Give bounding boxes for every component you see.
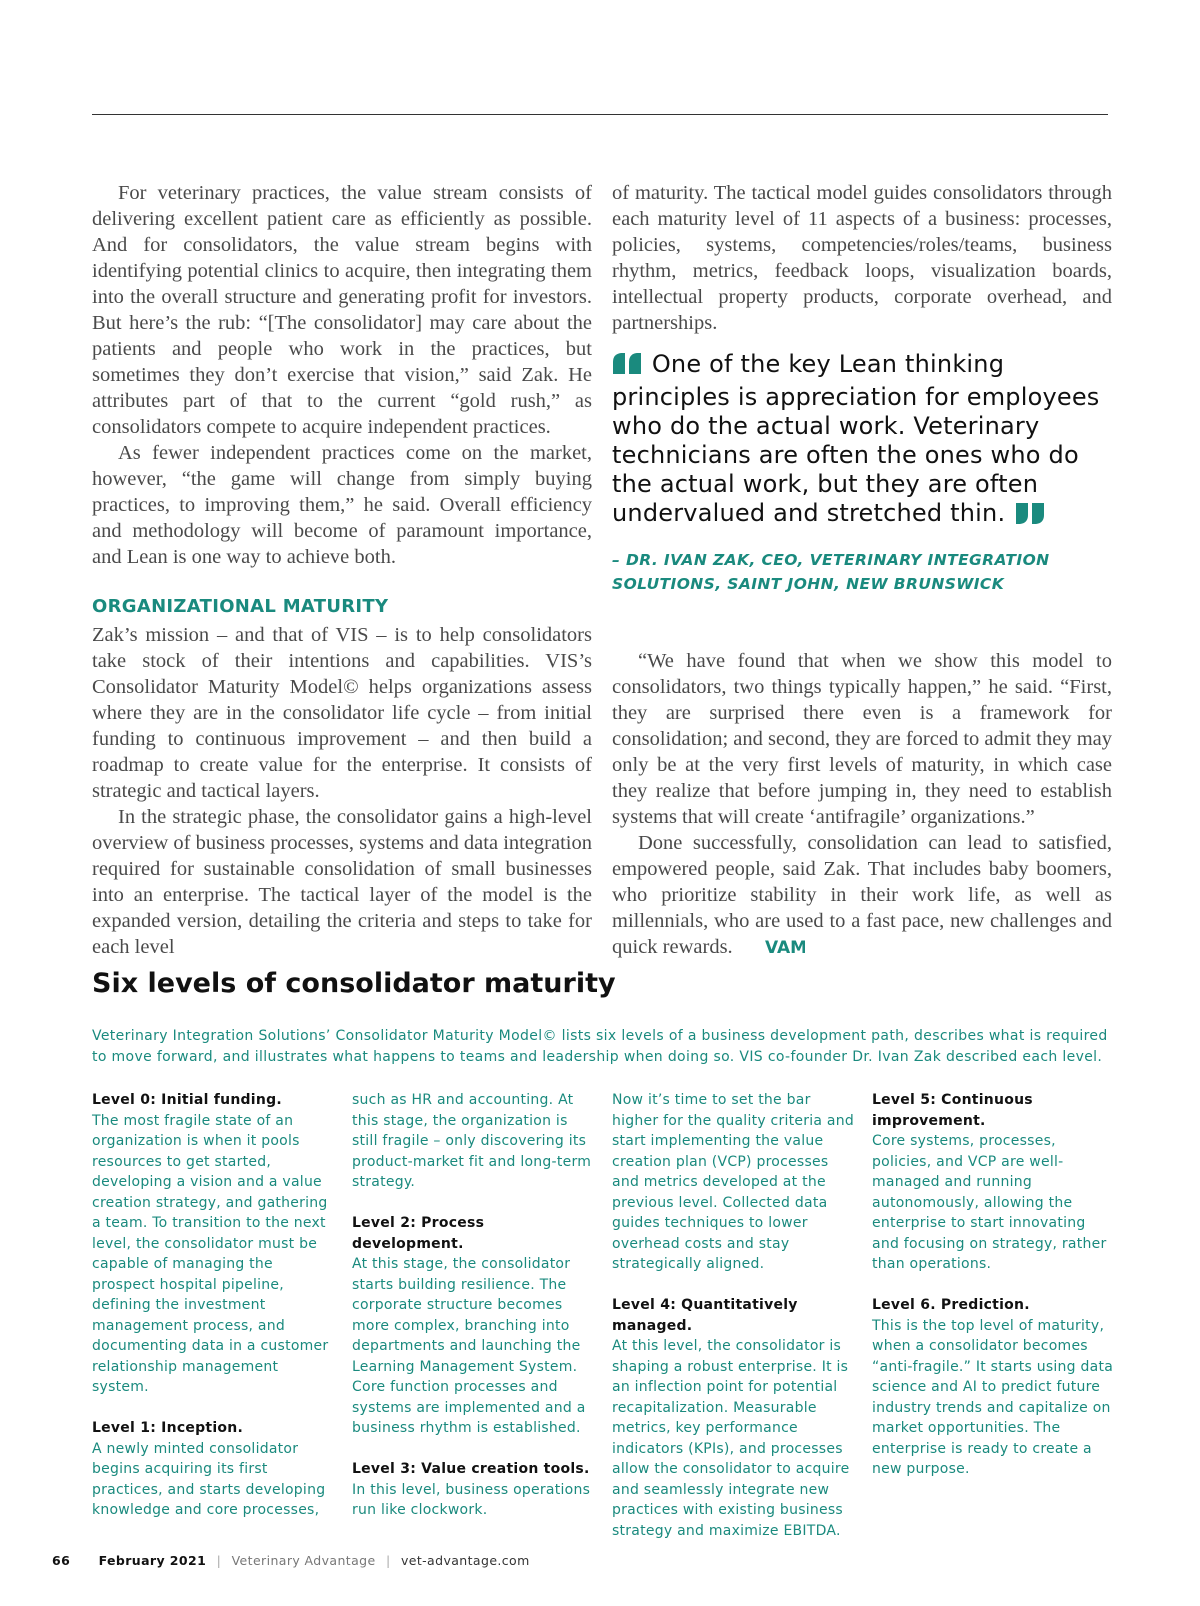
paragraph: of maturity. The tactical model guides consolidators through each maturity level of 11 aspects of a business: processes, policies, systems, competencies/roles/teams, business rhythm, metrics, feedback loops, visualization boards, intellectual property products, corporate overhead, and partnerships. — [612, 182, 1112, 334]
level-text: This is the top level of maturity, when a consolidator becomes “anti-fragile.” It starts using data science and AI to predict future industry trends and capitalize on market opportunities. The enterprise is ready to create a new purpose. — [872, 1317, 1114, 1477]
paragraph — [612, 830, 1112, 962]
paragraph-text: Done successfully, consolidation can lead to satisfied, empowered people, said Zak. That includes baby boomers, who prioritize stability in their work life, as well as millennials, who are used to a fast pace, new challenges and quick rewards. — [612, 832, 1112, 958]
separator: | — [216, 1553, 222, 1568]
page-number: 66 — [52, 1553, 71, 1568]
level-heading: Level 3: Value creation tools. — [352, 1461, 590, 1477]
paragraph: Zak’s mission – and that of VIS – is to help consolidators take stock of their intentions and capabilities. VIS’s Consolidator Maturity Model© helps organizations assess where they are in the consolidator life cycle – from initial funding to continuous improvement – and then build a roadmap to create value for the enterprise. It consists of strategic and tactical layers. — [92, 624, 592, 802]
level-text: Now it’s time to set the bar higher for the quality criteria and start implementing the value creation plan (VCP) processes and metrics developed at the previous level. Collected data guides techniques to lower overhead costs and stay strategically aligned. — [612, 1092, 855, 1272]
level-text: At this level, the consolidator is shaping a robust enterprise. It is an inflection point for potential recapitalization. Measurable metrics, key performance indicators (KPIs), and processes allow the consolidator to acquire and seamlessly integrate new practices with existing business strategy and maximize EBITDA. — [612, 1338, 850, 1539]
level-text: The most fragile state of an organization is when it pools resources to get started, developing a vision and a value creation strategy, and gathering a team. To transition to the next level, the consolidator must be capable of managing the prospect hospital pipeline, defining the investment management process, and documenting data in a customer relationship management system. — [92, 1112, 329, 1395]
level-item — [612, 1295, 857, 1541]
level-heading: Level 4: Quantitatively managed. — [612, 1297, 798, 1334]
article-right-column-bottom — [612, 648, 1112, 962]
paragraph: As fewer independent practices come on the market, however, “the game will change from simply buying practices, to improving them,” he said. Overall efficiency and methodology will become of paramount importance, and Lean is one way to achieve both. — [92, 442, 592, 568]
article-right-column-top — [612, 180, 1112, 336]
level-heading: Level 6. Prediction. — [872, 1297, 1030, 1313]
level-item — [872, 1090, 1117, 1275]
levels-column-4 — [872, 1090, 1117, 1500]
level-item-continued — [612, 1090, 857, 1275]
separator: | — [385, 1553, 391, 1568]
paragraph: “We have found that when we show this model to consolidators, two things typically happen,” he said. “First, they are surprised there even is a framework for consolidation; and second, they are forced to admit they may only be at the very first levels of maturity, in which case they realize that before jumping in, they need to establish systems that will create ‘antifragile’ organizations.” — [612, 650, 1112, 828]
article-left-column-bottom — [92, 622, 592, 960]
level-text: In this level, business operations run like clockwork. — [352, 1481, 591, 1518]
levels-column-1 — [92, 1090, 337, 1541]
svg-text:VAM: VAM — [764, 938, 805, 955]
level-item — [352, 1459, 597, 1521]
level-text: At this stage, the consolidator starts building resilience. The corporate structure becomes more complex, branching into departments and launching the Learning Management System. Core function processes and systems are implemented and a business rhythm is established. — [352, 1256, 586, 1436]
level-text: A newly minted consolidator begins acquiring its first practices, and starts developing knowledge and core processes, — [92, 1440, 326, 1518]
levels-column-3 — [612, 1090, 857, 1562]
level-item-continued — [352, 1090, 597, 1193]
close-quote-icon — [1013, 501, 1045, 532]
sidebar-intro: Veterinary Integration Solutions’ Consolidator Maturity Model© lists six levels of a business development path, describes what is required to move forward, and illustrates what happens to teams and leadership when doing so. VIS co-founder Dr. Ivan Zak described each level. — [92, 1028, 1108, 1065]
issue-date: February 2021 — [98, 1553, 207, 1568]
section-heading: ORGANIZATIONAL MATURITY — [92, 596, 389, 617]
website-link[interactable]: vet-advantage.com — [400, 1553, 530, 1568]
paragraph: In the strategic phase, the consolidator gains a high-level overview of business processes, systems and data integration required for sustainable consolidation of small businesses into an enterprise. The tactical layer of the model is the expanded version, detailing the criteria and steps to take for each level — [92, 806, 592, 958]
level-heading: Level 0: Initial funding. — [92, 1092, 282, 1108]
open-quote-icon — [612, 352, 644, 383]
pull-quote-text: One of the key Lean thinking principles is appreciation for employees who do the actual work. Veterinary technicians are often the ones who do the actual work, but they are often undervalued and stretched thin. — [612, 350, 1100, 527]
levels-column-2 — [352, 1090, 597, 1541]
magazine-name: Veterinary Advantage — [231, 1553, 376, 1568]
level-heading: Level 5: Continuous improvement. — [872, 1092, 1033, 1129]
level-item — [92, 1090, 337, 1398]
article-left-column-top — [92, 180, 592, 570]
sidebar-title: Six levels of consolidator maturity — [92, 968, 616, 999]
level-item — [872, 1295, 1117, 1480]
vam-end-mark-logo — [739, 936, 805, 962]
pull-quote — [612, 350, 1112, 532]
level-heading: Level 2: Process development. — [352, 1215, 485, 1252]
level-heading: Level 1: Inception. — [92, 1420, 244, 1436]
page-footer — [52, 1553, 530, 1568]
level-item — [352, 1213, 597, 1439]
top-rule — [92, 114, 1108, 115]
level-item — [92, 1418, 337, 1521]
level-text: Core systems, processes, policies, and VCP are well-managed and running autonomously, allowing the enterprise to start innovating and focusing on strategy, rather than operations. — [872, 1133, 1107, 1272]
pull-quote-attribution: – DR. IVAN ZAK, CEO, VETERINARY INTEGRATION SOLUTIONS, SAINT JOHN, NEW BRUNSWICK — [612, 551, 1050, 593]
level-text: such as HR and accounting. At this stage, the organization is still fragile – only discovering its product-market fit and long-term strategy. — [352, 1092, 592, 1190]
paragraph: For veterinary practices, the value stream consists of delivering excellent patient care as efficiently as possible. And for consolidators, the value stream begins with identifying potential clinics to acquire, then integrating them into the overall structure and generating profit for investors. But here’s the rub: “[The consolidator] may care about the patients and people who work in the practices, but sometimes they don’t exercise that vision,” said Zak. He attributes part of that to the current “gold rush,” as consolidators compete to acquire independent practices. — [92, 182, 592, 438]
